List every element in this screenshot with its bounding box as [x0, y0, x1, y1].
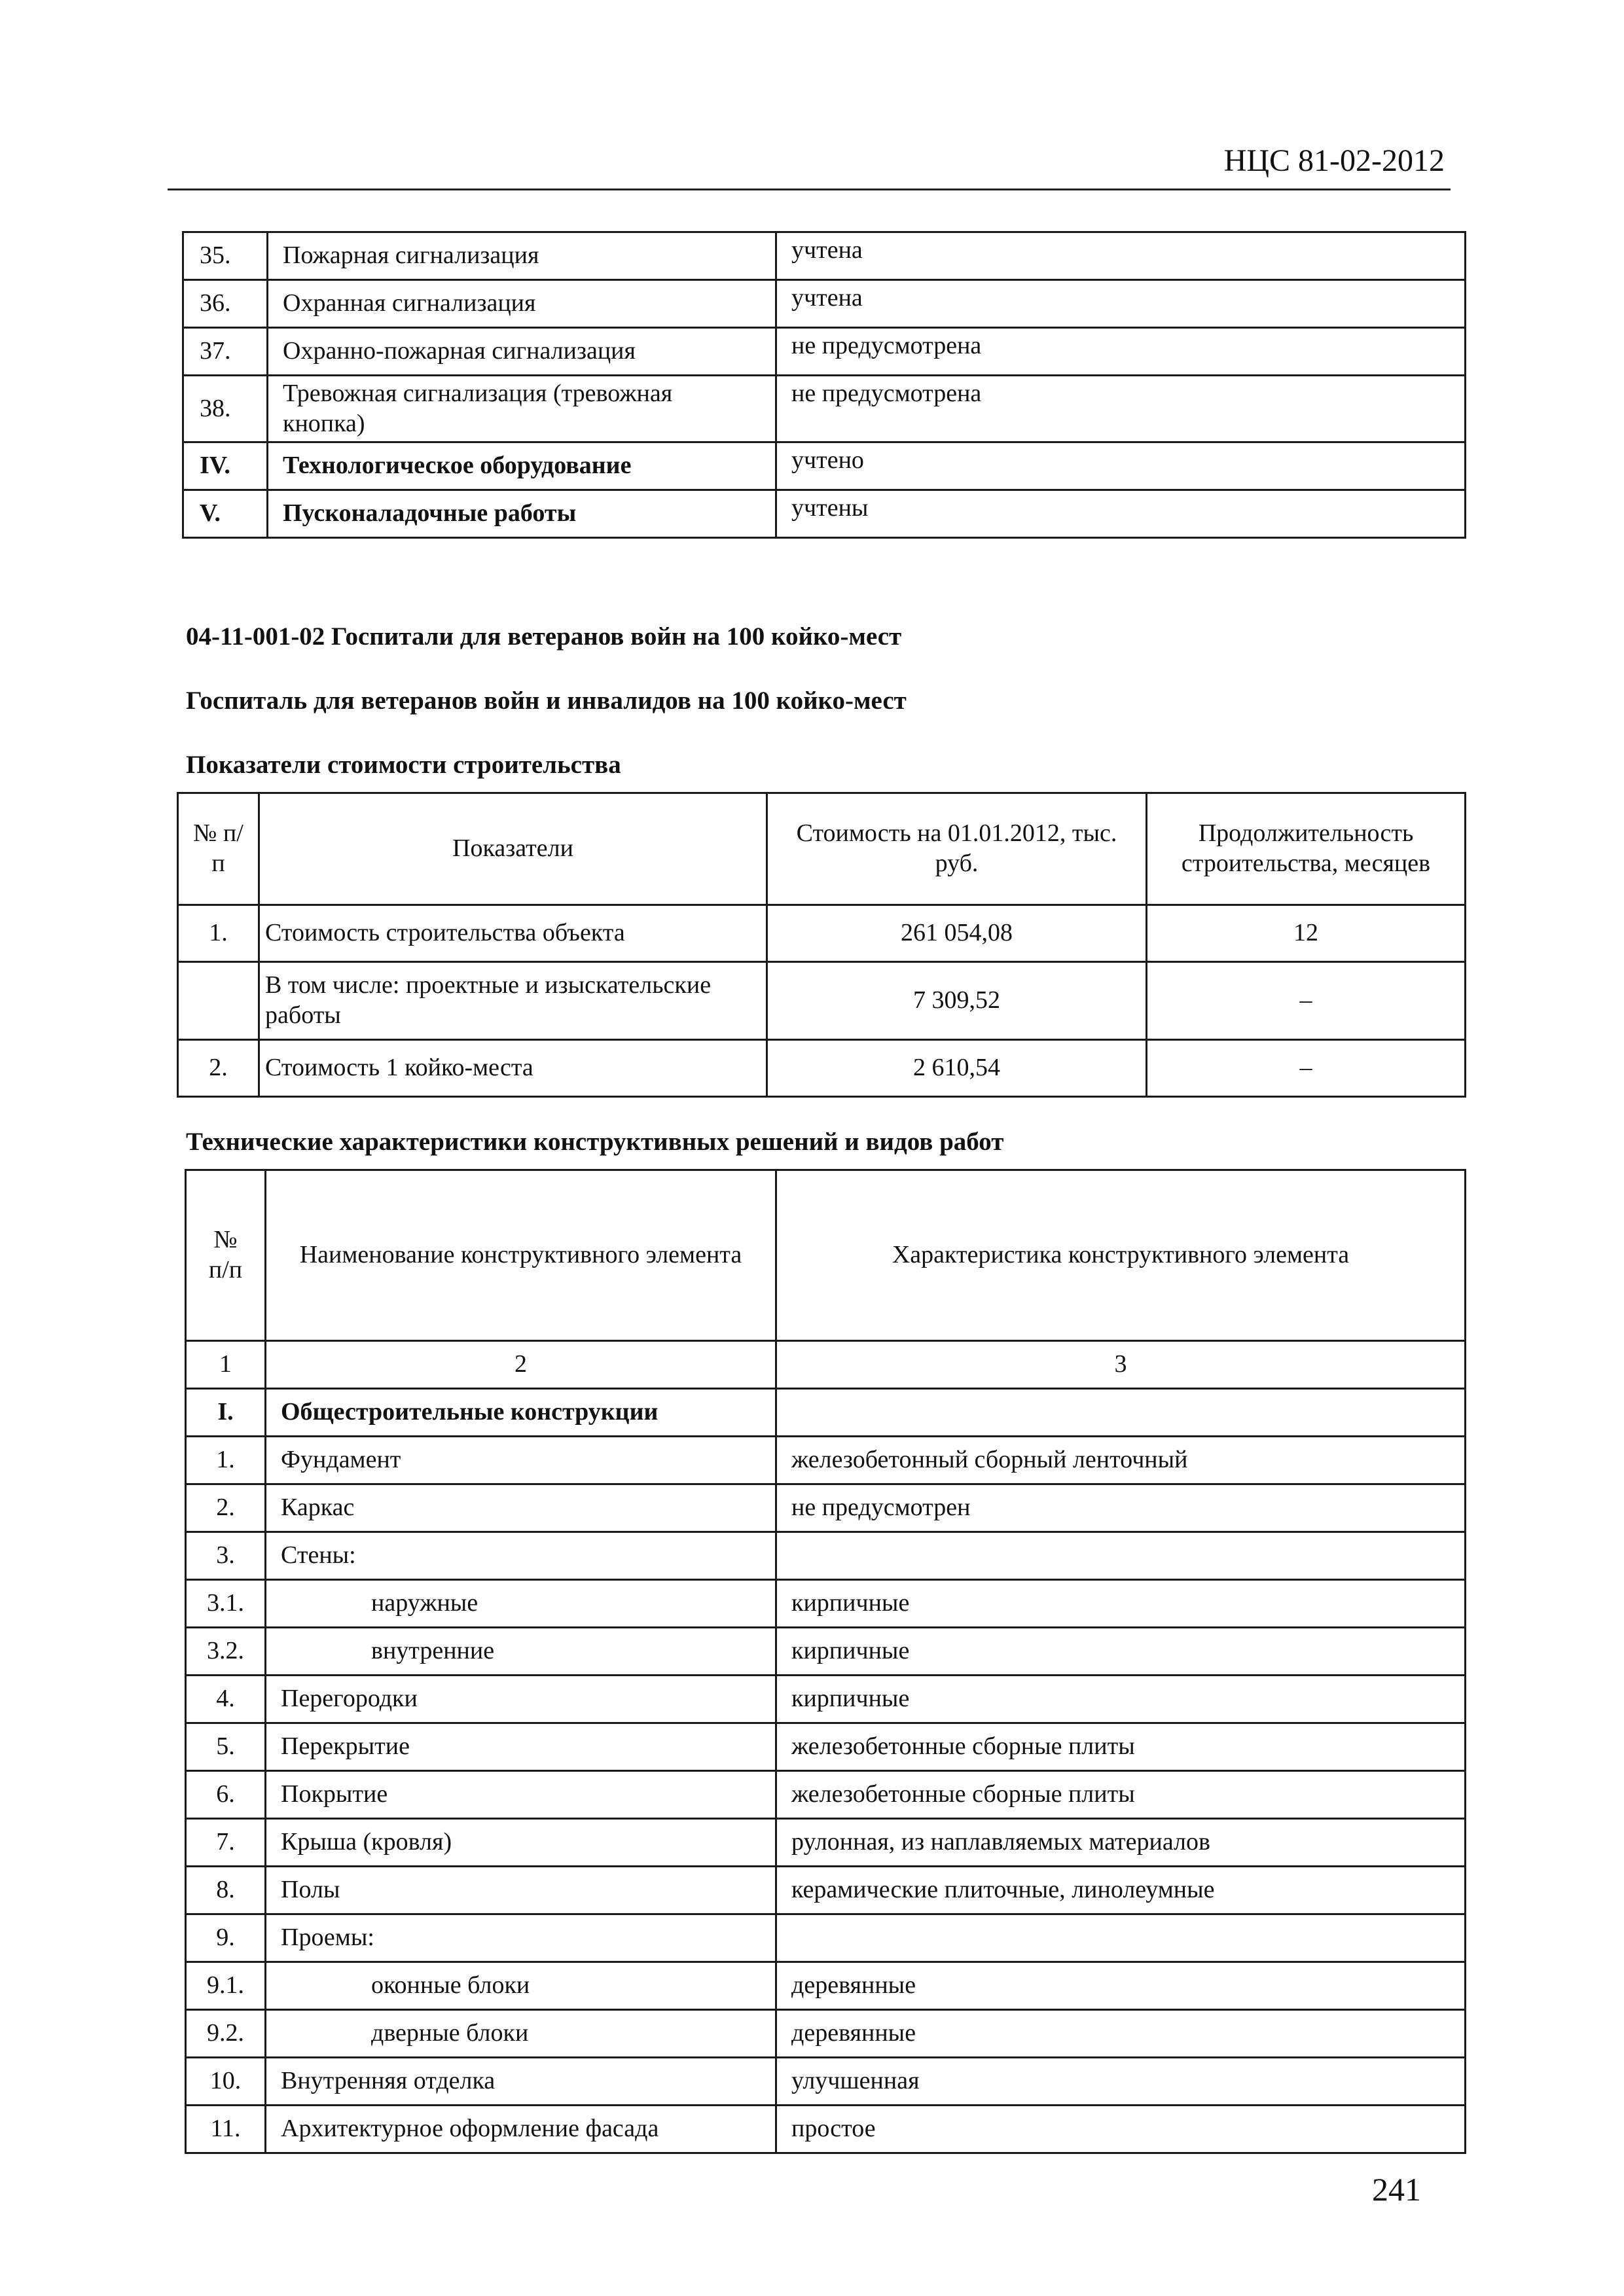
row-cost: 2 610,54	[767, 1040, 1147, 1097]
row-num: 2.	[178, 1040, 259, 1097]
row-name: Технологическое оборудование	[268, 442, 776, 490]
row-cost: 7 309,52	[767, 962, 1147, 1040]
row-characteristic: кирпичные	[776, 1628, 1466, 1676]
row-element: Внутренняя отделка	[266, 2058, 776, 2106]
section-code-title: 04-11-001-02 Госпитали для ветеранов войн на 100 койко-мест	[186, 622, 902, 651]
column-number: 2	[266, 1341, 776, 1389]
table-row	[183, 376, 1466, 442]
row-element: наружные	[266, 1580, 776, 1628]
table-row	[186, 1962, 1466, 2010]
table-row	[183, 328, 1466, 376]
row-num	[178, 962, 259, 1040]
row-element: дверные блоки	[266, 2010, 776, 2058]
table-row	[186, 1914, 1466, 1962]
row-num: 1.	[186, 1437, 266, 1484]
row-num: 36.	[183, 280, 268, 328]
row-characteristic	[776, 1914, 1466, 1962]
row-element: Покрытие	[266, 1771, 776, 1819]
table-row	[186, 1771, 1466, 1819]
header-indicator: Показатели	[259, 793, 767, 905]
row-element: Крыша (кровля)	[266, 1819, 776, 1867]
row-num: I.	[186, 1389, 266, 1437]
row-num: 8.	[186, 1867, 266, 1914]
row-characteristic: рулонная, из наплавляемых материалов	[776, 1819, 1466, 1867]
row-name: Пожарная сигнализация	[268, 232, 776, 280]
row-value: учтена	[776, 232, 1466, 280]
row-num: V.	[183, 490, 268, 538]
row-characteristic: кирпичные	[776, 1580, 1466, 1628]
cost-table-caption: Показатели стоимости строительства	[186, 751, 621, 779]
table-row	[183, 442, 1466, 490]
row-num: 1.	[178, 905, 259, 962]
table-row	[186, 1484, 1466, 1532]
page-number: 241	[1372, 2171, 1421, 2208]
row-characteristic: кирпичные	[776, 1676, 1466, 1723]
row-characteristic: деревянные	[776, 1962, 1466, 2010]
table-row	[186, 1723, 1466, 1771]
header-divider	[168, 188, 1451, 190]
row-num: 3.	[186, 1532, 266, 1580]
row-cost: 261 054,08	[767, 905, 1147, 962]
row-num: 5.	[186, 1723, 266, 1771]
row-element: внутренние	[266, 1628, 776, 1676]
header-characteristic: Характеристика конструктивного элемента	[776, 1170, 1466, 1341]
row-element: Перекрытие	[266, 1723, 776, 1771]
row-element: Стены:	[266, 1532, 776, 1580]
row-num: 38.	[183, 376, 268, 442]
column-number: 1	[186, 1341, 266, 1389]
row-element: Перегородки	[266, 1676, 776, 1723]
row-characteristic: улучшенная	[776, 2058, 1466, 2106]
row-num: 9.1.	[186, 1962, 266, 2010]
row-duration: –	[1147, 962, 1466, 1040]
row-characteristic: керамические плиточные, линолеумные	[776, 1867, 1466, 1914]
table-row	[186, 1580, 1466, 1628]
tech-table-header	[186, 1170, 1466, 1341]
header-num: № п/п	[178, 793, 259, 905]
row-num: 3.1.	[186, 1580, 266, 1628]
table-row	[186, 1867, 1466, 1914]
row-num: 3.2.	[186, 1628, 266, 1676]
table-row	[183, 280, 1466, 328]
row-characteristic: железобетонный сборный ленточный	[776, 1437, 1466, 1484]
row-num: 2.	[186, 1484, 266, 1532]
row-duration: –	[1147, 1040, 1466, 1097]
row-element: Полы	[266, 1867, 776, 1914]
table-row	[178, 1040, 1466, 1097]
row-element: Общестроительные конструкции	[266, 1389, 776, 1437]
table-row	[178, 962, 1466, 1040]
row-value: не предусмотрена	[776, 328, 1466, 376]
header-cost: Стоимость на 01.01.2012, тыс. руб.	[767, 793, 1147, 905]
cost-table-header	[178, 793, 1466, 905]
row-value: не предусмотрена	[776, 376, 1466, 442]
row-num: IV.	[183, 442, 268, 490]
column-number: 3	[776, 1341, 1466, 1389]
row-value: учтена	[776, 280, 1466, 328]
row-characteristic: не предусмотрен	[776, 1484, 1466, 1532]
table-row	[186, 1437, 1466, 1484]
table-row	[186, 2058, 1466, 2106]
table-row	[178, 905, 1466, 962]
object-title: Госпиталь для ветеранов войн и инвалидов на 100 койко-мест	[186, 687, 907, 715]
row-value: учтены	[776, 490, 1466, 538]
table-row	[186, 1628, 1466, 1676]
row-num: 37.	[183, 328, 268, 376]
row-element: Проемы:	[266, 1914, 776, 1962]
header-num: № п/п	[186, 1170, 266, 1341]
row-duration: 12	[1147, 905, 1466, 962]
row-num: 9.	[186, 1914, 266, 1962]
document-code: НЦС 81-02-2012	[1223, 143, 1445, 178]
technical-characteristics-table	[185, 1169, 1466, 2154]
header-element: Наименование конструктивного элемента	[266, 1170, 776, 1341]
row-name: Пусконаладочные работы	[268, 490, 776, 538]
row-num: 10.	[186, 2058, 266, 2106]
row-num: 9.2.	[186, 2010, 266, 2058]
row-num: 11.	[186, 2106, 266, 2153]
table-row	[183, 232, 1466, 280]
row-characteristic	[776, 1532, 1466, 1580]
row-element: Каркас	[266, 1484, 776, 1532]
table-row	[186, 1389, 1466, 1437]
row-name: Охранно-пожарная сигнализация	[268, 328, 776, 376]
table-row	[186, 1532, 1466, 1580]
table-row	[186, 2106, 1466, 2153]
row-name: Тревожная сигнализация (тревожная кнопка)	[268, 376, 776, 442]
row-element: Архитектурное оформление фасада	[266, 2106, 776, 2153]
continuation-table	[182, 231, 1466, 539]
table-row	[186, 2010, 1466, 2058]
row-characteristic	[776, 1389, 1466, 1437]
row-num: 6.	[186, 1771, 266, 1819]
row-value: учтено	[776, 442, 1466, 490]
row-num: 4.	[186, 1676, 266, 1723]
table-row	[183, 490, 1466, 538]
row-num: 7.	[186, 1819, 266, 1867]
row-name: Охранная сигнализация	[268, 280, 776, 328]
row-element: оконные блоки	[266, 1962, 776, 2010]
header-duration: Продолжительность строительства, месяцев	[1147, 793, 1466, 905]
row-element: Фундамент	[266, 1437, 776, 1484]
row-indicator: Стоимость строительства объекта	[259, 905, 767, 962]
cost-indicators-table	[177, 792, 1466, 1098]
row-characteristic: деревянные	[776, 2010, 1466, 2058]
row-indicator: Стоимость 1 койко-места	[259, 1040, 767, 1097]
row-characteristic: простое	[776, 2106, 1466, 2153]
row-characteristic: железобетонные сборные плиты	[776, 1771, 1466, 1819]
row-num: 35.	[183, 232, 268, 280]
row-characteristic: железобетонные сборные плиты	[776, 1723, 1466, 1771]
tech-table-caption: Технические характеристики конструктивных решений и видов работ	[186, 1128, 1004, 1156]
column-number-row	[186, 1341, 1466, 1389]
table-row	[186, 1676, 1466, 1723]
table-row	[186, 1819, 1466, 1867]
row-indicator: В том числе: проектные и изыскательские работы	[259, 962, 767, 1040]
